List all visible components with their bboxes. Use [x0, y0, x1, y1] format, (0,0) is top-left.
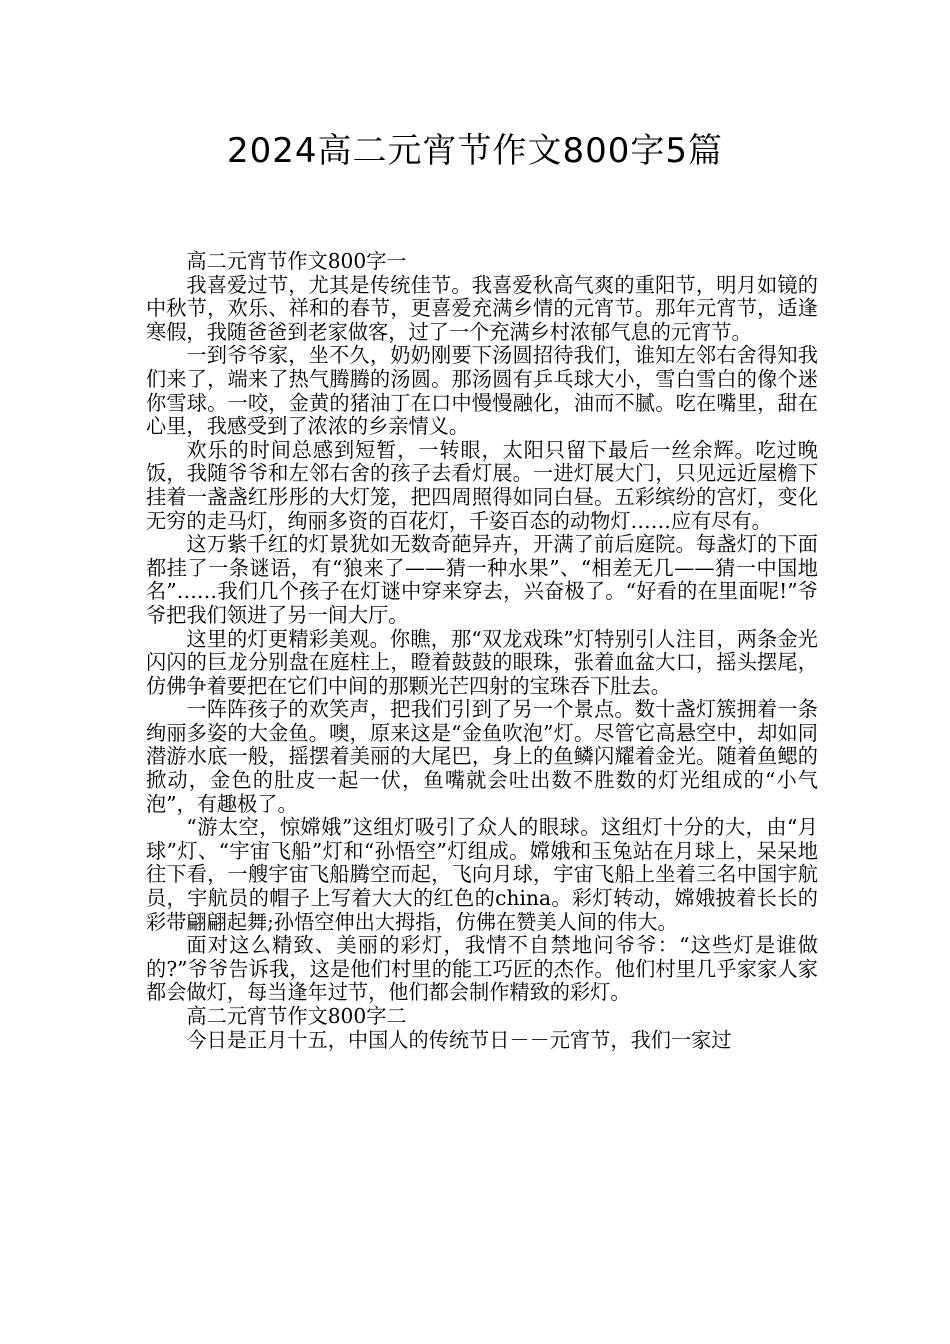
document-body — [146, 250, 818, 1052]
paragraph: 欢乐的时间总感到短暂，一转眼，太阳只留下最后一丝余辉。吃过晚饭，我随爷爷和左邻右舍的孩子去看灯展。一进灯展大门，只见远近屋檐下挂着一盏盏红彤彤的大灯笼，把四周照得如同白昼。五彩缤纷的宫灯，变化无穷的走马灯，绚丽多资的百花灯，千姿百态的动物灯……应有尽有。 — [146, 437, 818, 533]
section-heading: 高二元宵节作文800字二 — [186, 1004, 407, 1028]
paragraph: 这里的灯更精彩美观。你瞧，那“双龙戏珠”灯特别引人注目，两条金光闪闪的巨龙分别盘在庭柱上，瞪着鼓鼓的眼珠，张着血盆大口，摇头摆尾，仿佛争着要把在它们中间的那颗光芒四射的宝珠吞下肚去。 — [146, 626, 818, 698]
paragraph: 面对这么精致、美丽的彩灯，我情不自禁地问爷爷：“这些灯是谁做的?”爷爷告诉我，这是他们村里的能工巧匠的杰作。他们村里几乎家家人家都会做灯，每当逢年过节，他们都会制作精致的彩灯。 — [146, 933, 818, 1005]
document-title: 2024高二元宵节作文800字5篇 — [226, 131, 724, 171]
paragraph: “游太空，惊嫦娥”这组灯吸引了众人的眼球。这组灯十分的大，由“月球”灯、“宇宙飞船”灯和“孙悟空”灯组成。嫦娥和玉兔站在月球上，呆呆地往下看，一艘宇宙飞船腾空而起，飞向月球，宇宙飞船上坐着三名中国宇航员，宇航员的帽子上写着大大的红色的china。彩灯转动，嫦娥披着长长的彩带翩翩起舞;孙悟空伸出大拇指，仿佛在赞美人间的伟大。 — [146, 815, 818, 934]
paragraph: 这万紫千红的灯景犹如无数奇葩异卉，开满了前后庭院。每盏灯的下面都挂了一条谜语，有“狼来了——猜一种水果”、“相差无几——猜一中国地名”……我们几个孩子在灯谜中穿来穿去，兴奋极了。“好看的在里面呢!”爷爷把我们领进了另一间大厅。 — [146, 532, 818, 627]
paragraph: 一到爷爷家，坐不久，奶奶刚要下汤圆招待我们，谁知左邻右舍得知我们来了，端来了热气腾腾的汤圆。那汤圆有乒乓球大小，雪白雪白的像个迷你雪球。一咬，金黄的猪油丁在口中慢慢融化，油而不腻。吃在嘴里，甜在心里，我感受到了浓浓的乡亲情义。 — [146, 343, 818, 439]
paragraph: 我喜爱过节，尤其是传统佳节。我喜爱秋高气爽的重阳节，明月如镜的中秋节，欢乐、祥和的春节，更喜爱充满乡情的元宵节。那年元宵节，适逢寒假，我随爸爸到老家做客，过了一个充满乡村浓郁气息的元宵节。 — [146, 272, 818, 344]
paragraph: 今日是正月十五，中国人的传统节日－－元宵节，我们一家过 — [186, 1027, 732, 1052]
paragraph: 一阵阵孩子的欢笑声，把我们引到了另一个景点。数十盏灯簇拥着一条绚丽多姿的大金鱼。噢，原来这是“金鱼吹泡”灯。尽管它高悬空中，却如同潜游水底一般，摇摆着美丽的大尾巴，身上的鱼鳞闪耀着金光。随着鱼鳃的掀动，金色的肚皮一起一伏，鱼嘴就会吐出数不胜数的灯光组成的“小气泡”，有趣极了。 — [146, 697, 818, 816]
section-heading: 高二元宵节作文800字一 — [186, 249, 407, 273]
